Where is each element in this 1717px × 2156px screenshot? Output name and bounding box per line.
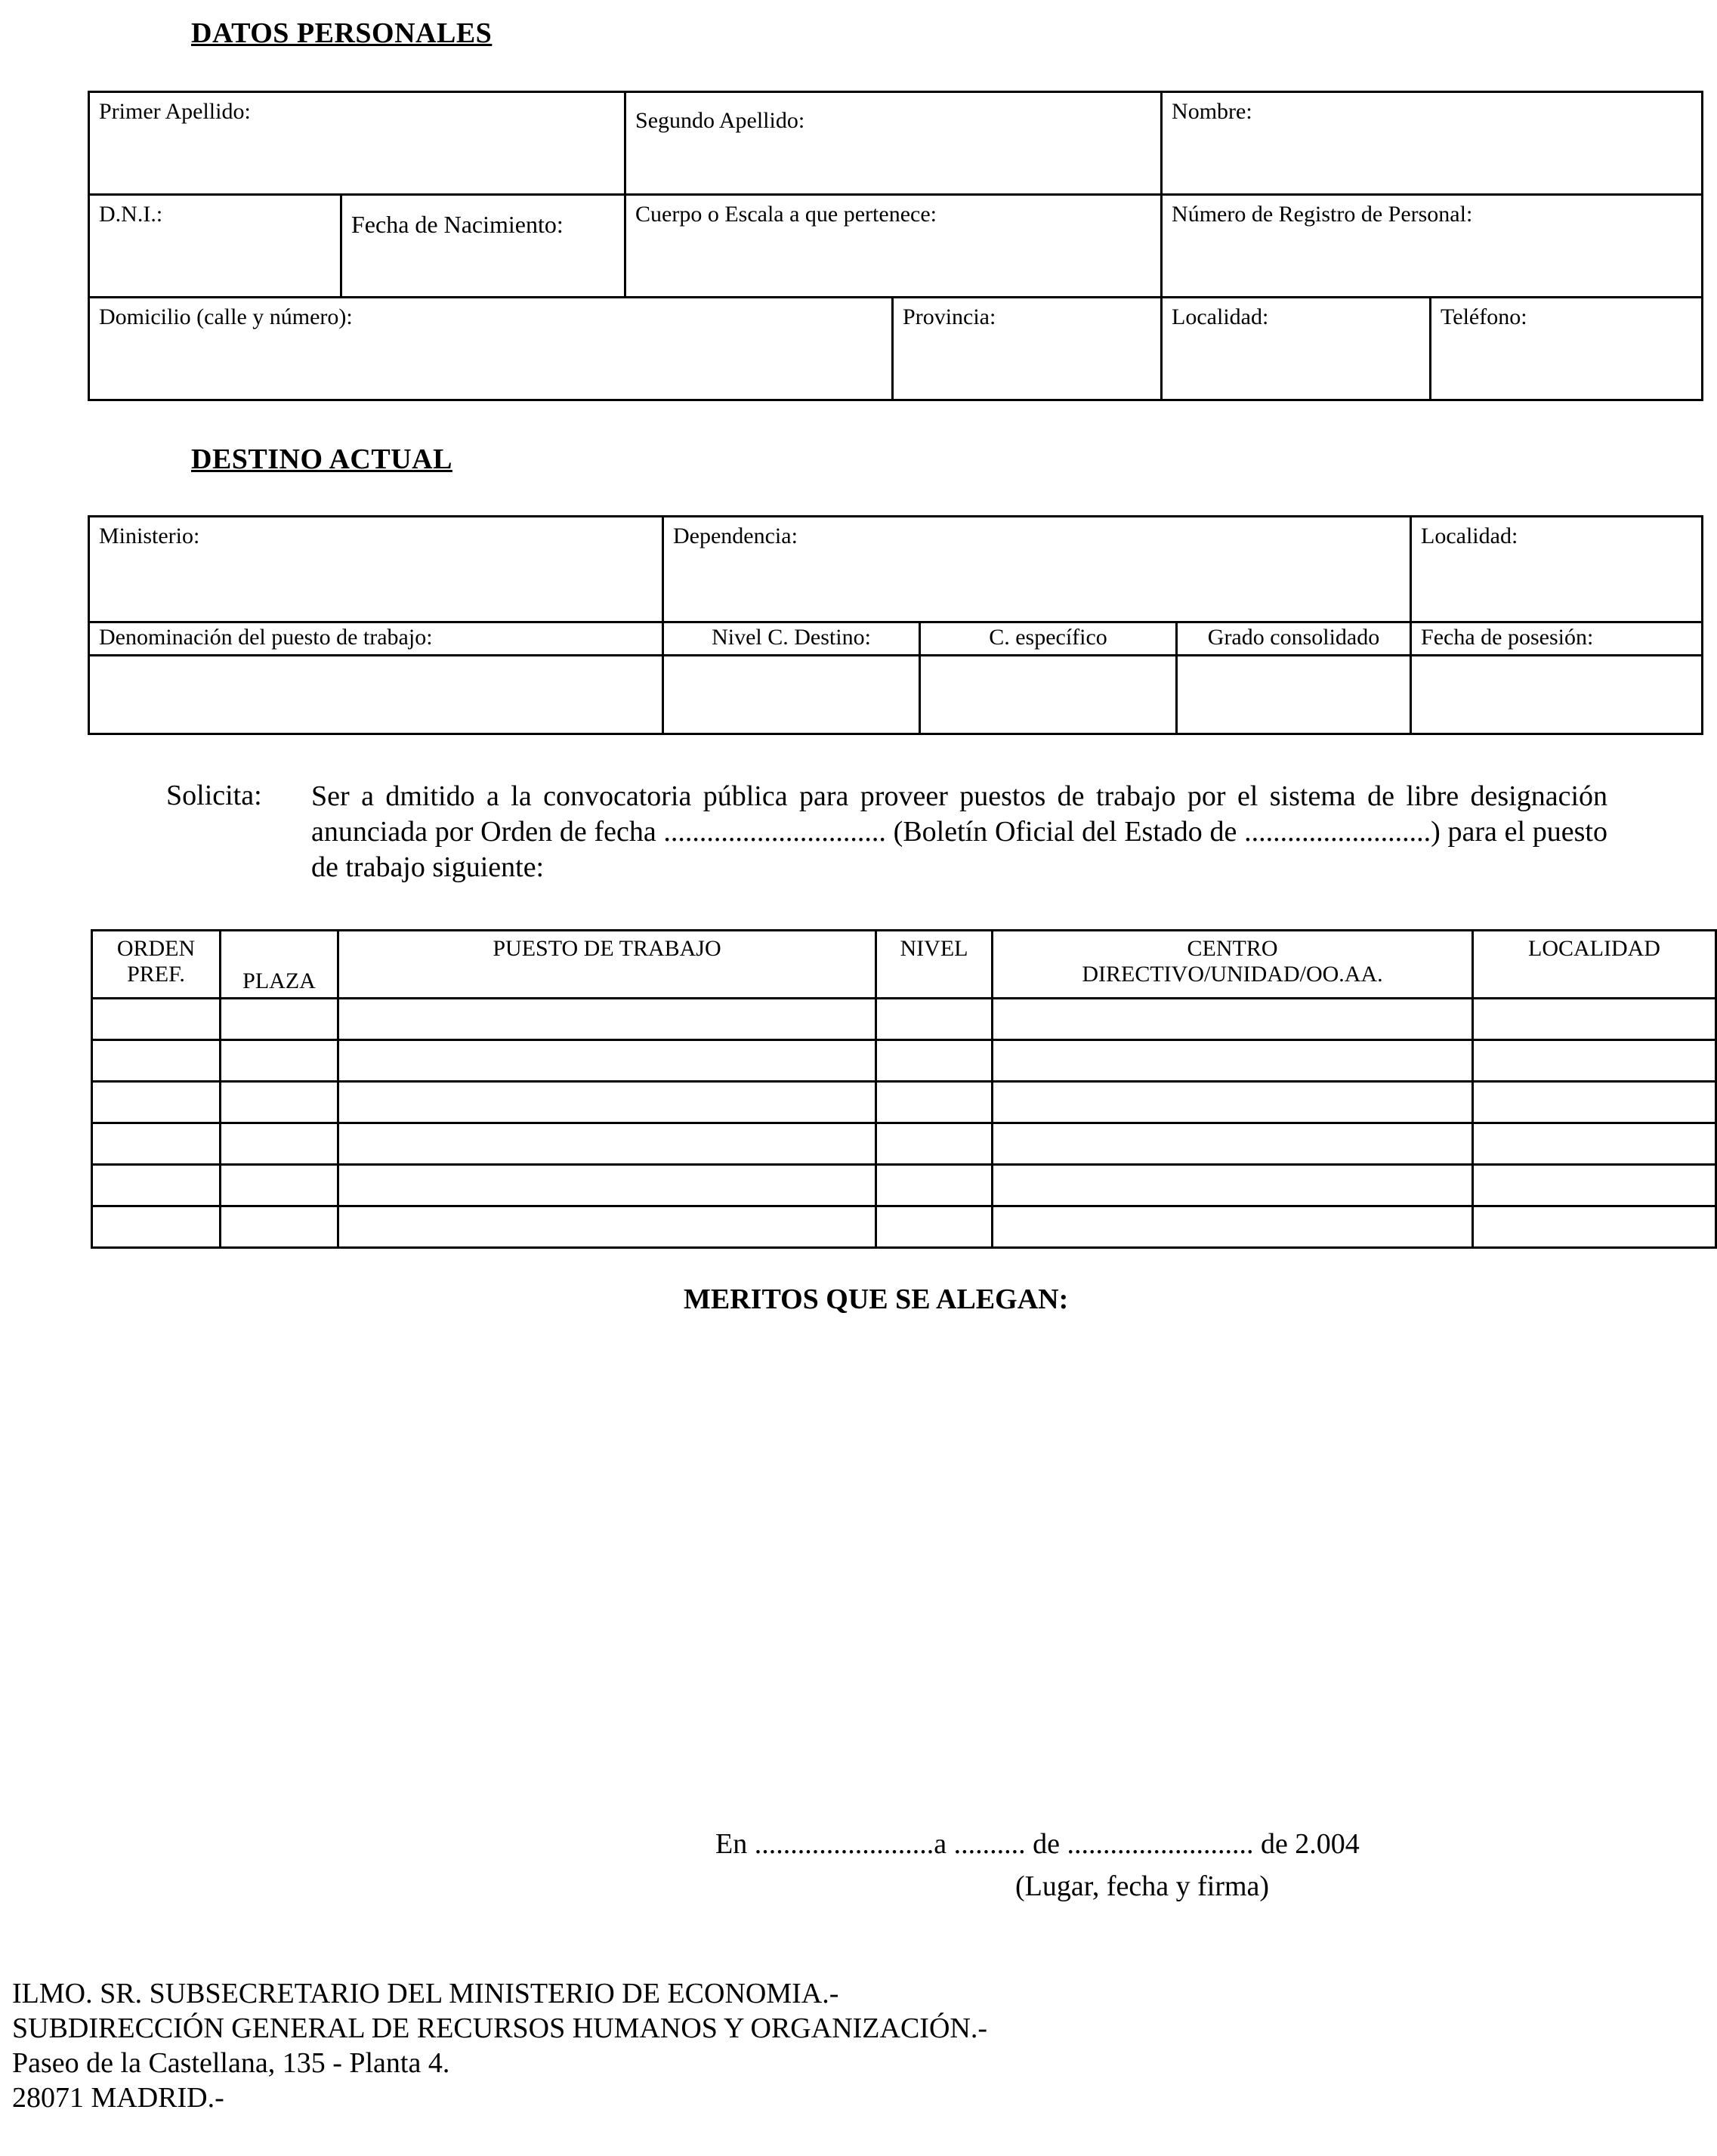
destinatario-line3: Paseo de la Castellana, 135 - Planta 4. xyxy=(12,2047,450,2079)
localidad-actual-field[interactable] xyxy=(1411,517,1703,622)
puestos-cell-nivel[interactable] xyxy=(876,1206,993,1248)
puestos-cell-plaza[interactable] xyxy=(221,1206,338,1248)
telefono-field[interactable] xyxy=(1431,298,1703,400)
grado-header xyxy=(1177,622,1411,656)
provincia-field[interactable] xyxy=(893,298,1162,400)
segundo-apellido-label: Segundo Apellido: xyxy=(635,108,805,133)
dependencia-field[interactable] xyxy=(663,517,1411,622)
puestos-row xyxy=(92,1123,1716,1165)
col-centro-line1: CENTRO xyxy=(1187,936,1278,961)
destinatario-line1: ILMO. SR. SUBSECRETARIO DEL MINISTERIO DE ECONOMIA.- xyxy=(12,1978,839,2009)
datos-personales-table xyxy=(88,91,1703,401)
ministerio-field[interactable] xyxy=(89,517,663,622)
datos-personales-heading: DATOS PERSONALES xyxy=(191,17,493,49)
solicita-text: Ser a dmitido a la convocatoria pública para proveer puestos de trabajo por el sistema de libre designación anunciada por Orden de fecha ............................... (Boletín Oficial del Estado de ..........................) para el puesto de trabajo siguiente: xyxy=(311,780,1607,883)
puestos-cell-puesto[interactable] xyxy=(338,1082,876,1123)
segundo-apellido-field[interactable] xyxy=(625,92,1162,195)
puestos-row xyxy=(92,1206,1716,1248)
dni-field[interactable] xyxy=(89,195,341,298)
puestos-row xyxy=(92,999,1716,1040)
col-puesto-header xyxy=(338,931,876,999)
ministerio-label: Ministerio: xyxy=(99,524,200,548)
puestos-cell-centro[interactable] xyxy=(993,1123,1473,1165)
puestos-cell-centro[interactable] xyxy=(993,1165,1473,1206)
domicilio-label: Domicilio (calle y número): xyxy=(99,304,353,329)
meritos-heading: MERITOS QUE SE ALEGAN: xyxy=(684,1283,1069,1315)
fecha-nacimiento-field[interactable] xyxy=(341,195,625,298)
puestos-body xyxy=(92,999,1716,1248)
cuerpo-field[interactable] xyxy=(625,195,1162,298)
especifico-label: C. específico xyxy=(989,625,1107,650)
nivel-label: Nivel C. Destino: xyxy=(712,625,871,650)
puestos-cell-puesto[interactable] xyxy=(338,1165,876,1206)
puestos-cell-puesto[interactable] xyxy=(338,1206,876,1248)
nivel-input[interactable] xyxy=(663,656,920,734)
puestos-cell-nivel[interactable] xyxy=(876,1040,993,1082)
denominacion-label: Denominación del puesto de trabajo: xyxy=(99,625,433,650)
col-puesto-label: PUESTO DE TRABAJO xyxy=(493,936,721,961)
puestos-cell-nivel[interactable] xyxy=(876,999,993,1040)
col-localidad-header xyxy=(1473,931,1716,999)
puestos-row xyxy=(92,1165,1716,1206)
col-plaza-label: PLAZA xyxy=(242,968,316,993)
primer-apellido-label: Primer Apellido: xyxy=(99,99,251,124)
puestos-cell-plaza[interactable] xyxy=(221,1123,338,1165)
puestos-cell-orden[interactable] xyxy=(92,1082,221,1123)
puestos-table xyxy=(91,929,1717,1249)
grado-label: Grado consolidado xyxy=(1207,625,1380,650)
localidad-field[interactable] xyxy=(1162,298,1431,400)
col-orden-line2: PREF. xyxy=(127,962,185,987)
puestos-cell-puesto[interactable] xyxy=(338,1040,876,1082)
nombre-field[interactable] xyxy=(1162,92,1703,195)
destino-actual-heading: DESTINO ACTUAL xyxy=(191,443,452,475)
puestos-cell-centro[interactable] xyxy=(993,1040,1473,1082)
puestos-cell-plaza[interactable] xyxy=(221,1040,338,1082)
col-nivel-label: NIVEL xyxy=(900,936,968,961)
provincia-label: Provincia: xyxy=(903,304,996,329)
puestos-cell-localidad[interactable] xyxy=(1473,1082,1716,1123)
col-orden-header xyxy=(92,931,221,999)
nivel-header xyxy=(663,622,920,656)
localidad-actual-label: Localidad: xyxy=(1421,524,1518,548)
fecha-posesion-header xyxy=(1411,622,1703,656)
puestos-cell-orden[interactable] xyxy=(92,1165,221,1206)
nrp-label: Número de Registro de Personal: xyxy=(1172,202,1473,227)
col-plaza-header xyxy=(221,931,338,999)
fecha-posesion-input[interactable] xyxy=(1411,656,1703,734)
puestos-header-row xyxy=(92,931,1716,999)
puestos-cell-orden[interactable] xyxy=(92,1040,221,1082)
especifico-input[interactable] xyxy=(920,656,1177,734)
dni-label: D.N.I.: xyxy=(99,202,163,227)
destinatario-line4: 28071 MADRID.- xyxy=(12,2082,224,2114)
puestos-cell-centro[interactable] xyxy=(993,1206,1473,1248)
nombre-label: Nombre: xyxy=(1172,99,1252,124)
col-orden-line1: ORDEN xyxy=(116,936,196,961)
puestos-cell-orden[interactable] xyxy=(92,1206,221,1248)
destinatario-block xyxy=(12,1976,987,2115)
localidad-label: Localidad: xyxy=(1172,304,1269,329)
denominacion-header xyxy=(89,622,663,656)
puestos-cell-nivel[interactable] xyxy=(876,1123,993,1165)
col-centro-header xyxy=(993,931,1473,999)
grado-input[interactable] xyxy=(1177,656,1411,734)
destinatario-line2: SUBDIRECCIÓN GENERAL DE RECURSOS HUMANOS Y ORGANIZACIÓN.- xyxy=(12,2012,987,2044)
firma-caption: (Lugar, fecha y firma) xyxy=(1015,1870,1270,1902)
puestos-cell-orden[interactable] xyxy=(92,1123,221,1165)
cuerpo-label: Cuerpo o Escala a que pertenece: xyxy=(635,202,937,227)
denominacion-input[interactable] xyxy=(89,656,663,734)
puestos-cell-localidad[interactable] xyxy=(1473,999,1716,1040)
puestos-cell-localidad[interactable] xyxy=(1473,1206,1716,1248)
puestos-row xyxy=(92,1040,1716,1082)
puestos-cell-nivel[interactable] xyxy=(876,1165,993,1206)
puestos-cell-centro[interactable] xyxy=(993,999,1473,1040)
puestos-cell-localidad[interactable] xyxy=(1473,1040,1716,1082)
primer-apellido-field[interactable] xyxy=(89,92,625,195)
dependencia-label: Dependencia: xyxy=(673,524,798,548)
fecha-nacimiento-label: Fecha de Nacimiento: xyxy=(351,211,564,238)
solicita-label: Solicita: xyxy=(166,780,262,811)
destino-actual-table xyxy=(88,515,1703,735)
especifico-header xyxy=(920,622,1177,656)
puestos-cell-orden[interactable] xyxy=(92,999,221,1040)
puestos-cell-localidad[interactable] xyxy=(1473,1165,1716,1206)
puestos-cell-localidad[interactable] xyxy=(1473,1123,1716,1165)
nrp-field[interactable] xyxy=(1162,195,1703,298)
puestos-row xyxy=(92,1082,1716,1123)
domicilio-field[interactable] xyxy=(89,298,893,400)
puestos-cell-nivel[interactable] xyxy=(876,1082,993,1123)
col-localidad-label: LOCALIDAD xyxy=(1528,936,1660,961)
firma-line: En .........................a .......... de .......................... de 2.004 xyxy=(715,1828,1360,1860)
puestos-cell-centro[interactable] xyxy=(993,1082,1473,1123)
fecha-posesion-label: Fecha de posesión: xyxy=(1421,625,1594,650)
telefono-label: Teléfono: xyxy=(1441,304,1527,329)
col-centro-line2: DIRECTIVO/UNIDAD/OO.AA. xyxy=(1082,962,1383,987)
puestos-cell-plaza[interactable] xyxy=(221,999,338,1040)
puestos-cell-plaza[interactable] xyxy=(221,1082,338,1123)
col-nivel-header xyxy=(876,931,993,999)
puestos-cell-plaza[interactable] xyxy=(221,1165,338,1206)
puestos-cell-puesto[interactable] xyxy=(338,999,876,1040)
puestos-cell-puesto[interactable] xyxy=(338,1123,876,1165)
